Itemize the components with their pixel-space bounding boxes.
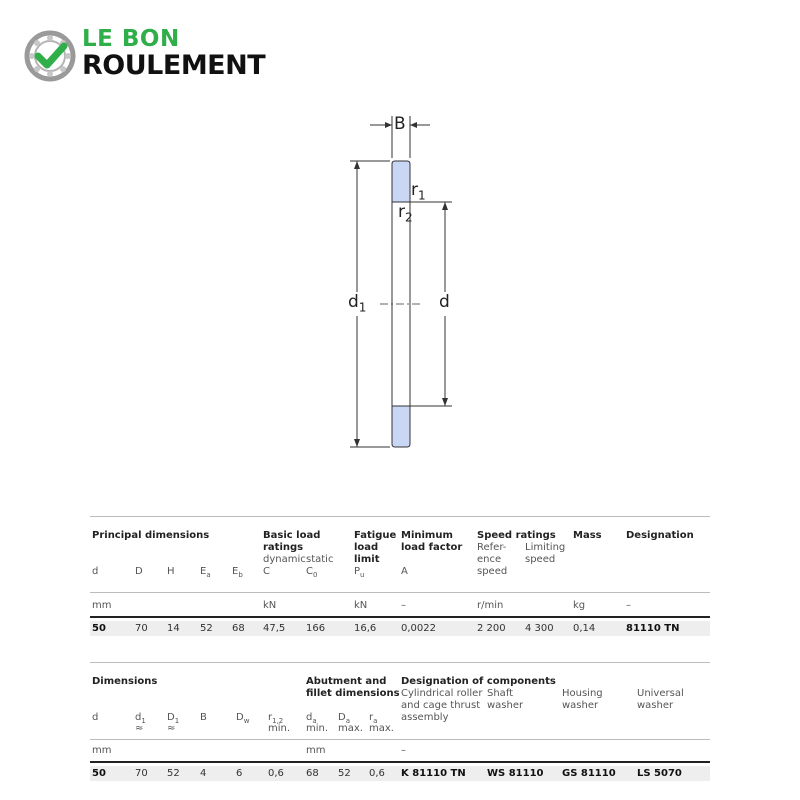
header-minimum-2: load factor (401, 542, 463, 553)
cell-Da: 52 (338, 768, 351, 779)
cell-d1: 70 (135, 768, 148, 779)
symbol-Pu: $P_u$ (354, 566, 365, 579)
symbol-C: C (263, 566, 270, 577)
cell-universal-washer: LS 5070 (637, 768, 682, 779)
header-shaft-2: washer (487, 700, 524, 711)
symbol-d1-approx: ≈ (135, 723, 144, 734)
symbol-d: d (92, 712, 99, 723)
cell-d: 50 (92, 623, 106, 634)
cell-designation: 81110 TN (626, 623, 680, 634)
header-housing-1: Housing (562, 688, 603, 699)
symbol-Ea: $E_a$ (200, 566, 211, 579)
dimension-r1-label: $r_1$ (411, 180, 426, 203)
header-speed-ratings: Speed ratings (477, 530, 556, 541)
unit-mm: mm (92, 600, 112, 611)
header-universal-2: washer (637, 700, 674, 711)
header-basic-load-1: Basic load (263, 530, 321, 541)
components-table (90, 662, 710, 787)
header-fatigue-1: Fatigue (354, 530, 397, 541)
symbol-da-min: min. (306, 723, 329, 734)
cell-A: 0,0022 (401, 623, 436, 634)
symbol-D: D (135, 566, 143, 577)
cell-B: 4 (200, 768, 207, 779)
symbol-Eb: $E_b$ (232, 566, 243, 579)
header-mass: Mass (573, 530, 602, 541)
table1-data-rule (90, 616, 710, 618)
symbol-ra-max: max. (369, 723, 394, 734)
symbol-r12-min: min. (268, 723, 291, 734)
unit-kN-load: kN (263, 600, 277, 611)
logo-line2: ROULEMENT (82, 50, 266, 81)
cell-shaft-washer: WS 81110 (487, 768, 544, 779)
table2-data-rule (90, 761, 710, 763)
cell-limiting-speed: 4 300 (525, 623, 554, 634)
header-static: static (306, 554, 334, 565)
symbol-D1-approx: ≈ (167, 723, 176, 734)
header-minimum-1: Minimum (401, 530, 453, 541)
cell-mass: 0,14 (573, 623, 596, 634)
table1-mid-rule (90, 592, 710, 593)
cell-D1: 52 (167, 768, 180, 779)
symbol-C0: $C_0$ (306, 566, 318, 579)
drawing-svg (340, 110, 480, 460)
cell-r12: 0,6 (268, 768, 284, 779)
cell-ra: 0,6 (369, 768, 385, 779)
dimension-d1-label: $d_1$ (348, 292, 367, 315)
symbol-D1: $D_1$ (167, 712, 180, 725)
header-dynamic: dynamic (263, 554, 306, 565)
header-cyl-2: and cage thrust (401, 700, 481, 711)
symbol-A: A (401, 566, 408, 577)
unit-kg: kg (573, 600, 586, 611)
symbol-Da-max: max. (338, 723, 363, 734)
unit-dash-minimum: – (401, 600, 406, 611)
header-cyl-3: assembly (401, 712, 449, 723)
header-designation-components: Designation of components (401, 676, 556, 687)
cell-Pu: 16,6 (354, 623, 377, 634)
header-abutment-2: fillet dimensions (306, 688, 400, 699)
unit-dash-designation: – (626, 600, 631, 611)
header-fatigue-2: load (354, 542, 379, 553)
header-shaft-1: Shaft (487, 688, 514, 699)
cell-housing-washer: GS 81110 (562, 768, 616, 779)
cell-da: 68 (306, 768, 319, 779)
table-row (90, 766, 710, 781)
symbol-d: d (92, 566, 99, 577)
cell-H: 14 (167, 623, 180, 634)
symbol-Dw: $D_w$ (236, 712, 250, 725)
symbol-Da: $D_a$ (338, 712, 350, 725)
table-row (90, 621, 710, 636)
header-abutment-1: Abutment and (306, 676, 387, 687)
unit-dash-designation: – (401, 745, 406, 756)
principal-dimensions-table (90, 516, 710, 636)
header-cyl-1: Cylindrical roller (401, 688, 483, 699)
header-refer-3: speed (477, 566, 508, 577)
header-fatigue-3: limit (354, 554, 380, 565)
table1-top-rule (90, 516, 710, 517)
header-dimensions: Dimensions (92, 676, 158, 687)
bearing-cross-section-drawing (340, 110, 480, 460)
cell-C: 47,5 (263, 623, 286, 634)
table2-top-rule (90, 662, 710, 663)
cell-D: 70 (135, 623, 148, 634)
symbol-H: H (167, 566, 175, 577)
symbol-B: B (200, 712, 207, 723)
header-basic-load-2: ratings (263, 542, 304, 553)
header-universal-1: Universal (637, 688, 684, 699)
dimension-d-label: d (439, 292, 450, 312)
symbol-da: $d_a$ (306, 712, 317, 725)
header-refer-1: Refer- (477, 542, 507, 553)
cell-Eb: 68 (232, 623, 245, 634)
header-principal-dimensions: Principal dimensions (92, 530, 210, 541)
symbol-d1: $d_1$ (135, 712, 146, 725)
header-limiting-2: speed (525, 554, 556, 565)
dimension-B-label: B (394, 114, 406, 134)
cell-C0: 166 (306, 623, 326, 634)
symbol-ra: $r_a$ (369, 712, 378, 725)
symbol-r12: $r_{1,2}$ (268, 712, 284, 725)
bearing-check-icon (24, 30, 76, 82)
dimension-r2-label: $r_2$ (398, 202, 413, 225)
company-logo[interactable] (24, 28, 304, 84)
cell-Dw: 6 (236, 768, 243, 779)
unit-r-min: r/min (477, 600, 504, 611)
logo-line1: LE BON (82, 26, 180, 52)
unit-mm: mm (92, 745, 112, 756)
table2-mid-rule (90, 739, 710, 740)
header-designation: Designation (626, 530, 694, 541)
header-housing-2: washer (562, 700, 599, 711)
unit-mm-abutment: mm (306, 745, 326, 756)
cell-reference-speed: 2 200 (477, 623, 506, 634)
cell-Ea: 52 (200, 623, 213, 634)
header-refer-2: ence (477, 554, 502, 565)
cell-assembly: K 81110 TN (401, 768, 466, 779)
unit-kN-fatigue: kN (354, 600, 368, 611)
cell-d: 50 (92, 768, 106, 779)
header-limiting-1: Limiting (525, 542, 566, 553)
